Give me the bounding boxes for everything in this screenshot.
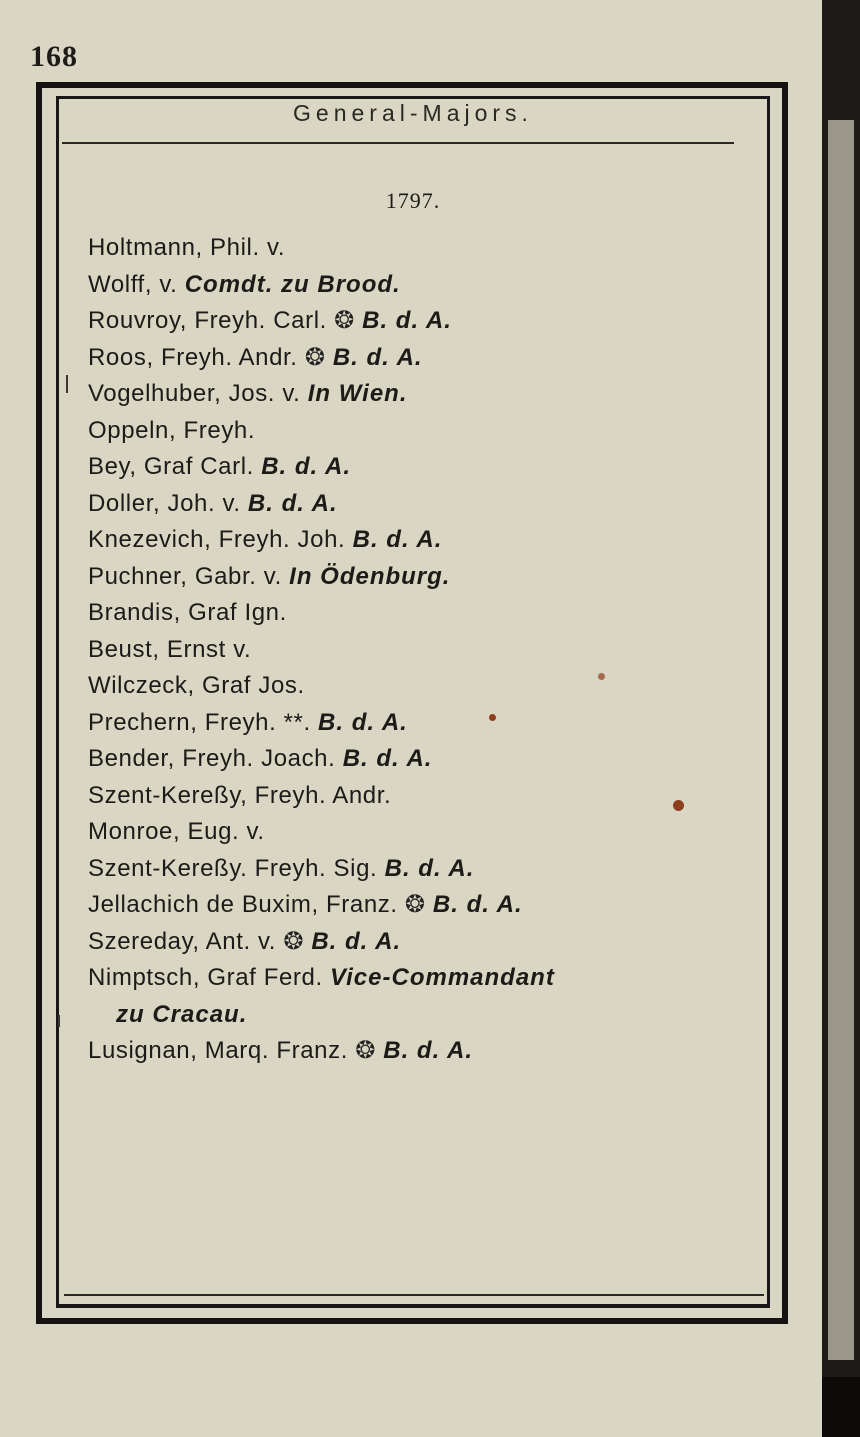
officer-details: , Jos. v. xyxy=(214,380,301,407)
officer-details: , Phil. v. xyxy=(195,234,286,261)
officer-list xyxy=(88,230,758,1070)
list-item xyxy=(88,778,758,815)
officer-name: Rouvroy xyxy=(88,307,180,334)
officer-name: Wolff xyxy=(88,270,145,298)
posting-note: B. d. A. xyxy=(384,854,475,882)
officer-name: Vogelhuber xyxy=(88,380,215,407)
list-item xyxy=(88,267,758,304)
order-star-icon: ❂ xyxy=(348,1037,384,1064)
officer-name: Nimptsch xyxy=(88,964,193,991)
posting-note: Comdt. zu Brood. xyxy=(184,270,401,298)
year-label: 1797. xyxy=(385,188,441,213)
posting-note: B. d. A. xyxy=(318,708,408,736)
officer-name: Brandis xyxy=(88,599,174,626)
list-item xyxy=(88,632,758,669)
page-number: 168 xyxy=(30,40,78,73)
officer-name: Roos xyxy=(88,343,147,371)
page-gutter-stripe xyxy=(828,120,854,1360)
order-star-icon: ❂ xyxy=(297,343,333,371)
order-star-icon: ❂ xyxy=(326,307,363,334)
list-item xyxy=(88,887,758,924)
posting-note: B. d. A. xyxy=(332,343,423,371)
officer-details: , Graf Carl. xyxy=(129,453,254,480)
officer-name: Oppeln xyxy=(88,416,169,444)
posting-note: B. d. A. xyxy=(352,526,443,553)
posting-note: B. d. A. xyxy=(261,453,351,480)
list-item xyxy=(88,705,758,742)
list-item xyxy=(88,668,758,705)
list-item xyxy=(88,1033,758,1070)
officer-details: , Eug. v. xyxy=(172,818,265,845)
list-item xyxy=(88,230,758,267)
officer-name: Szent-Kereßy xyxy=(88,781,241,809)
officer-details: , Franz. xyxy=(311,891,398,918)
officer-name: Bender xyxy=(88,745,168,772)
officer-name: Szereday xyxy=(88,927,193,955)
officer-name: Jellachich de Buxim xyxy=(88,891,312,918)
list-item xyxy=(88,851,758,888)
scan-corner-shadow xyxy=(822,1377,860,1437)
posting-note: B. d. A. xyxy=(342,745,433,772)
list-item xyxy=(88,522,758,559)
officer-details: , Freyh. Andr. xyxy=(146,343,298,371)
officer-details: , Ant. v. xyxy=(192,927,277,955)
list-item xyxy=(88,814,758,851)
posting-note: zu Cracau. xyxy=(116,1000,248,1028)
officer-name: Monroe xyxy=(88,818,173,845)
officer-details: , Freyh. Andr. xyxy=(240,781,392,809)
adjacent-page-edge xyxy=(822,0,860,1437)
posting-note: B. d. A. xyxy=(362,307,452,334)
margin-mark xyxy=(66,375,68,393)
officer-details: , Freyh. **. xyxy=(190,708,311,736)
officer-name: Prechern xyxy=(88,708,191,736)
officer-details: , Ernst v. xyxy=(152,635,252,663)
posting-note: In Wien. xyxy=(307,380,408,407)
officer-name: Lusignan xyxy=(88,1037,191,1064)
officer-name: Wilczeck xyxy=(88,672,188,699)
list-item xyxy=(88,960,758,997)
officer-details: , Graf Ign. xyxy=(173,599,287,626)
margin-mark xyxy=(58,1015,60,1027)
officer-details: . Freyh. Sig. xyxy=(240,854,378,882)
officer-details: , Graf Ferd. xyxy=(192,964,323,991)
officer-details: , Freyh. xyxy=(169,416,256,444)
officer-details: , Joh. v. xyxy=(152,489,241,517)
officer-name: Doller xyxy=(88,489,153,517)
list-item xyxy=(88,486,758,523)
officer-name: Knezevich xyxy=(88,526,205,553)
officer-details: , Gabr. v. xyxy=(180,562,282,590)
ink-spot xyxy=(598,673,605,680)
officer-details: , Marq. Franz. xyxy=(190,1037,348,1064)
list-item xyxy=(88,595,758,632)
officer-name: Beust xyxy=(88,635,153,663)
ink-spot xyxy=(673,800,684,811)
officer-details: , Freyh. Joh. xyxy=(204,526,346,553)
posting-note: B. d. A. xyxy=(383,1037,474,1064)
list-item xyxy=(88,413,758,450)
posting-note: In Ödenburg. xyxy=(289,562,451,590)
officer-name: Puchner xyxy=(88,562,181,590)
list-item xyxy=(88,449,758,486)
list-item xyxy=(88,924,758,961)
officer-details: , Freyh. Carl. xyxy=(179,307,327,334)
order-star-icon: ❂ xyxy=(276,927,312,955)
posting-note: B. d. A. xyxy=(247,489,338,517)
list-item xyxy=(88,559,758,596)
posting-note: B. d. A. xyxy=(432,891,523,918)
list-item xyxy=(88,303,758,340)
officer-details: , v. xyxy=(144,270,178,298)
heading-rule xyxy=(62,142,734,144)
officer-name: Szent-Kereßy xyxy=(88,854,241,882)
list-item xyxy=(88,741,758,778)
list-item xyxy=(88,997,758,1034)
posting-note: Vice-Commandant xyxy=(330,964,555,991)
officer-name: Holtmann xyxy=(88,234,196,261)
list-item xyxy=(88,340,758,377)
bottom-rule xyxy=(64,1294,764,1296)
officer-details: , Freyh. Joach. xyxy=(167,745,336,772)
posting-note: B. d. A. xyxy=(311,927,402,955)
section-heading: General-Majors. xyxy=(293,100,533,126)
officer-name: Bey xyxy=(88,453,130,480)
ink-spot xyxy=(489,714,496,721)
officer-details: , Graf Jos. xyxy=(187,672,305,699)
list-item xyxy=(88,376,758,413)
order-star-icon: ❂ xyxy=(397,891,433,918)
